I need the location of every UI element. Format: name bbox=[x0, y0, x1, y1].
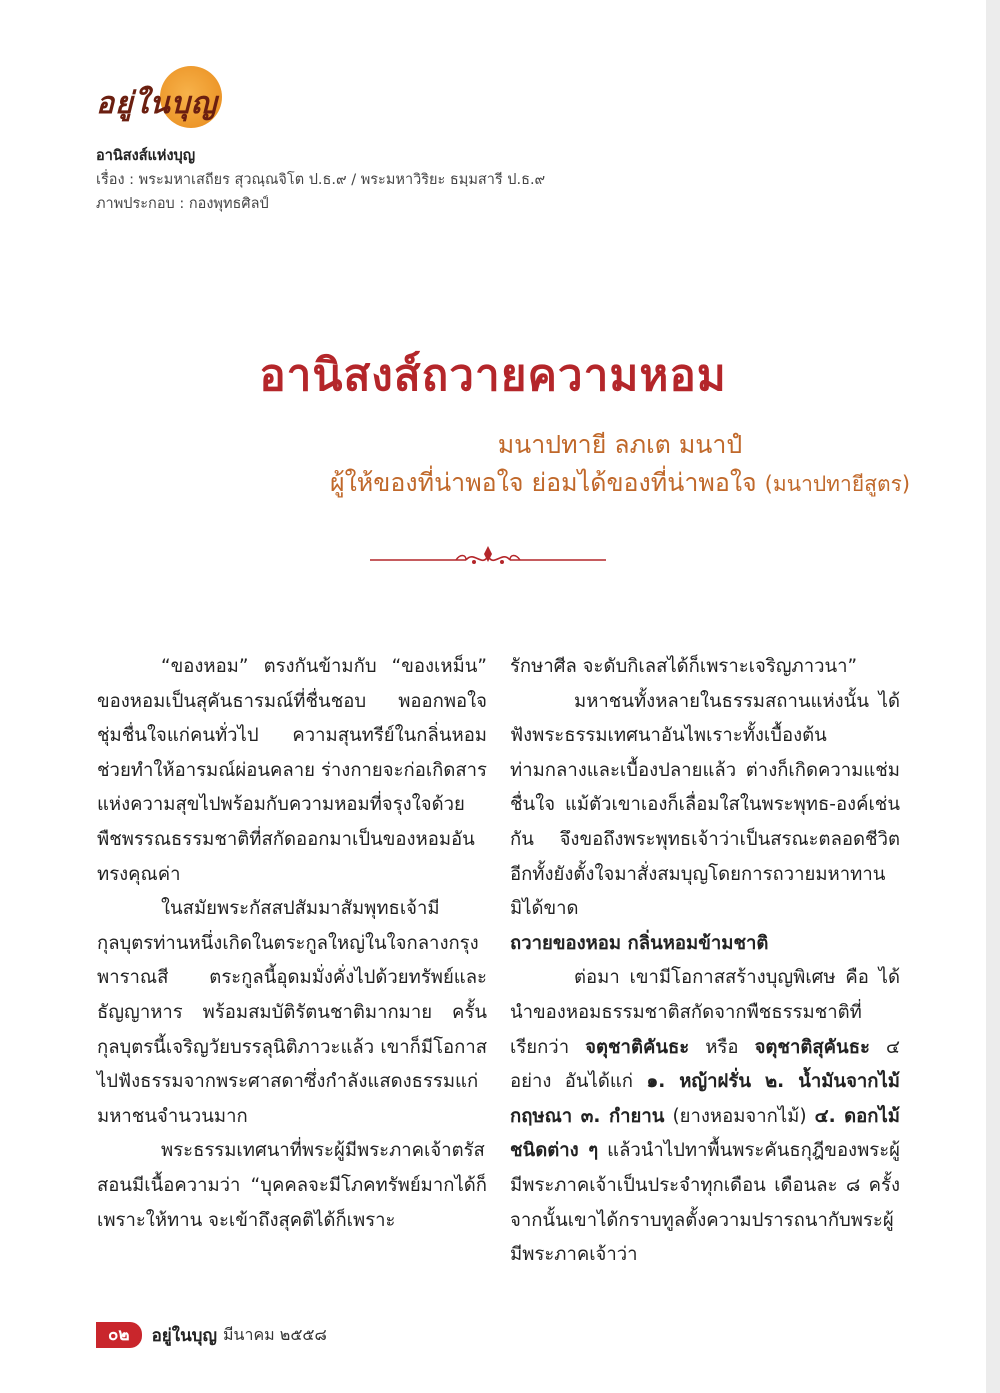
illustration-credit: ภาพประกอบ : กองพุทธศิลป์ bbox=[96, 196, 269, 212]
quote-thai: ผู้ให้ของที่น่าพอใจ ย่อมได้ของที่น่าพอใจ bbox=[329, 468, 757, 497]
bold-term: จตุชาติสุคันธะ bbox=[754, 1036, 870, 1058]
paragraph: มหาชนทั้งหลายในธรรมสถานแห่งนั้น ได้ฟังพระธรรมเทศนาอันไพเราะทั้งเบื้องต้นท่ามกลางและเบื้องปลายแล้ว ต่างก็เกิดความแช่มชื่นใจ แม้ตัวเขาเองก็เลื่อมใสในพระพุทธ-องค์เช่นกัน จึงขอถึงพระพุทธเจ้าว่าเป็นสรณะตลอดชีวิต อีกทั้งยังตั้งใจมาสั่งสมบุญโดยการถวายมหาทานมิได้ขาด bbox=[510, 690, 900, 920]
quote-ref: (มนาปทายีสูตร) bbox=[764, 472, 911, 496]
page-footer bbox=[96, 1322, 327, 1348]
quote-pali: มนาปทายี ลภเต มนาปํ bbox=[497, 430, 743, 459]
paragraph: รักษาศีล จะดับกิเลสได้ก็เพราะเจริญภาวนา” bbox=[510, 656, 858, 677]
bold-term: ๑. หญ้าฝรั่น ๒. น้ำมันจากไม้กฤษณา ๓. กำยาน bbox=[510, 1071, 900, 1127]
footer-magazine: อยู่ในบุญ bbox=[151, 1325, 217, 1346]
section-name: อานิสงส์แห่งบุญ bbox=[96, 148, 196, 164]
text-column-right bbox=[510, 650, 900, 1273]
paragraph bbox=[510, 961, 900, 1272]
text-run: (ยางหอมจากไม้) bbox=[672, 1105, 807, 1127]
text-run: หรือ bbox=[705, 1036, 739, 1058]
logo-text: อยู่ในบุญ bbox=[96, 86, 218, 121]
article-title: อานิสงส์ถวายความหอม bbox=[259, 350, 727, 401]
magazine-logo bbox=[96, 66, 226, 130]
page-edge bbox=[986, 0, 1000, 1393]
text-run: ต่อมา เขามีโอกาสสร้างบุญพิเศษ คือ ได้นำของหอมธรรมชาติสกัดจากพืชธรรมชาติที่เรียกว่า bbox=[510, 967, 900, 1058]
pali-quote bbox=[0, 426, 1000, 503]
paragraph: “ของหอม” ตรงกันข้ามกับ “ของเหม็น” ของหอมเป็นสุคันธารมณ์ที่ชื่นชอบ พออกพอใจ ชุ่มชื่นใจแก่คนทั่วไป ความสุนทรีย์ในกลิ่นหอมช่วยทำให้อารมณ์ผ่อนคลาย ร่างกายจะก่อเกิดสารแห่งความสุขไปพร้อมกับความหอมที่จรุงใจด้วยพืชพรรณธรรมชาติที่สกัดออกมาเป็นของหอมอันทรงคุณค่า bbox=[97, 656, 487, 885]
quote-thai-line bbox=[0, 464, 1000, 503]
bold-term: จตุชาติคันธะ bbox=[585, 1036, 690, 1058]
page-number: ๐๒ bbox=[96, 1322, 142, 1348]
paragraph: พระธรรมเทศนาที่พระผู้มีพระภาคเจ้าตรัสสอนมีเนื้อความว่า “บุคคลจะมีโภคทรัพย์มากได้ก็เพราะให้ทาน จะเข้าถึงสุคติได้ก็เพราะ bbox=[97, 1140, 487, 1231]
text-run: แล้วนำไปทาพื้นพระคันธกุฎีของพระผู้มีพระภาคเจ้าเป็นประจำทุกเดือน เดือนละ ๘ ครั้ง จากนั้นเขาได้กราบทูลตั้งความปรารถนากับพระผู้มีพระภาคเจ้าว่า bbox=[510, 1140, 900, 1266]
subheading: ถวายของหอม กลิ่นหอมข้ามชาติ bbox=[510, 932, 769, 954]
footer-issue: มีนาคม ๒๕๕๘ bbox=[222, 1324, 327, 1344]
article-meta bbox=[96, 144, 545, 216]
divider-ornament-icon bbox=[370, 542, 606, 574]
text-run: ๔ อย่าง อันได้แก่ bbox=[510, 1036, 901, 1093]
paragraph: ในสมัยพระกัสสปสัมมาสัมพุทธเจ้ามีกุลบุตรท่านหนึ่งเกิดในตระกูลใหญ่ในใจกลางกรุงพาราณสี ตระกูลนี้อุดมมั่งคั่งไปด้วยทรัพย์และธัญญาหาร พร้อมสมบัติรัตนชาติมากมาย ครั้นกุลบุตรนี้เจริญวัยบรรลุนิติภาวะแล้ว เขาก็มีโอกาสไปฟังธรรมจากพระศาสดาซึ่งกำลังแสดงธรรมแก่มหาชนจำนวนมาก bbox=[97, 898, 487, 1127]
text-column-left bbox=[97, 650, 487, 1238]
story-credit: เรื่อง : พระมหาเสถียร สุวณฺณจิโต ป.ธ.๙ / พระมหาวิริยะ ธมฺมสารี ป.ธ.๙ bbox=[96, 172, 546, 188]
bold-term: ๔. ดอกไม้ชนิดต่าง ๆ bbox=[510, 1105, 900, 1162]
